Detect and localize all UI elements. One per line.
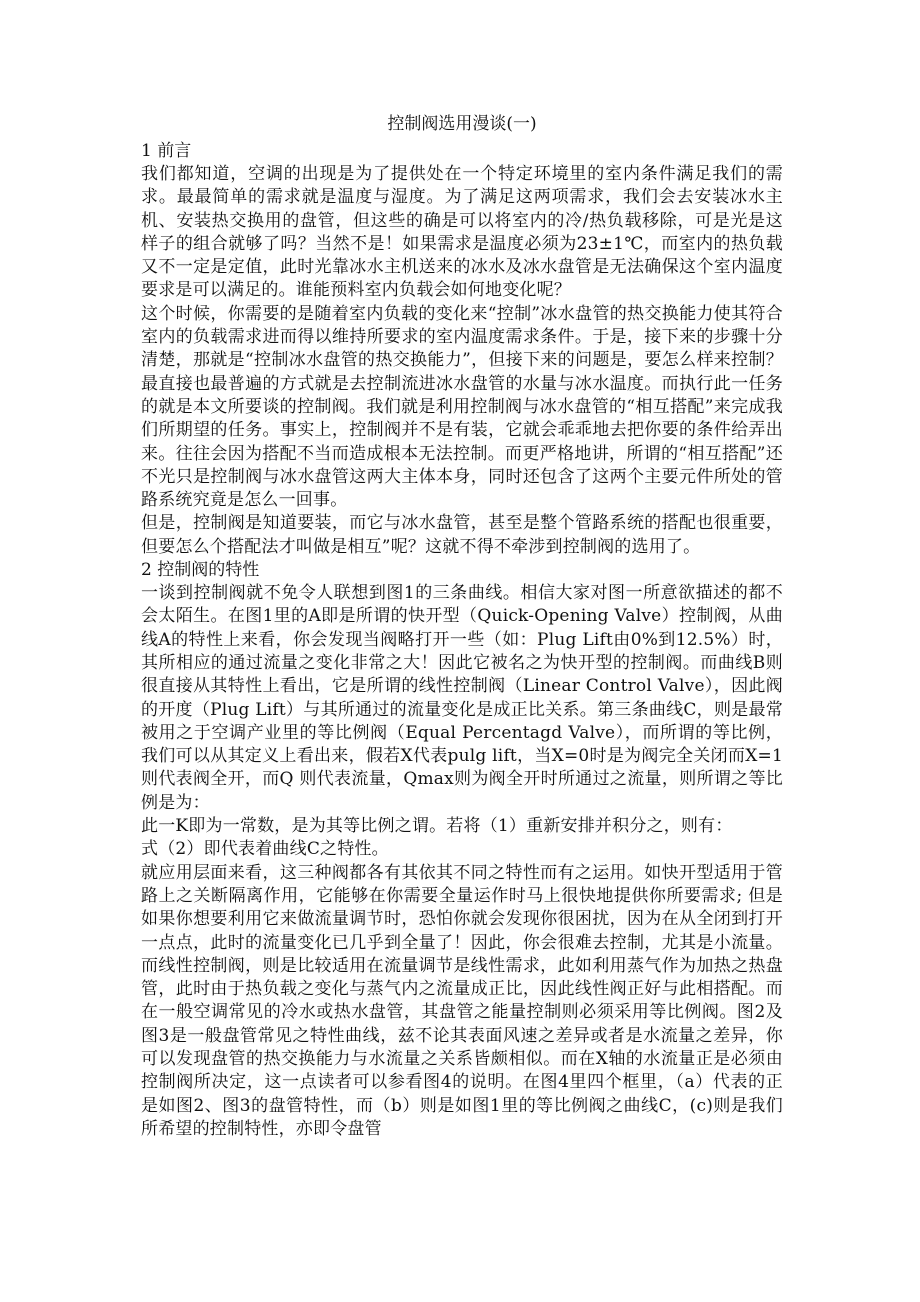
paragraph: 一谈到控制阀就不免令人联想到图1的三条曲线。相信大家对图一所意欲描述的都不会太陌生。在图1里的A即是所谓的快开型（Quick-Opening Valve）控制阀，从曲线A的特性上来看，你会发现当阀略打开一些（如：Plug Lift由0%到12.5%）时，其所相应的通过流量之变化非常之大！因此它被名之为快开型的控制阀。而曲线B则很直接从其特性上看出，它是所谓的线性控制阀（Linear Control Valve），因此阀的开度（Plug Lift）与其所通过的流量变化是成正比关系。第三条曲线C，则是最常被用之于空调产业里的等比例阀（Equal Percentagd Valve），而所谓的等比例，我们可以从其定义上看出来，假若X代表pulg lift，当X=0时是为阀完全关闭而X=1则代表阀全开，而Q 则代表流量，Qmax则为阀全开时所通过之流量，则所谓之等比例是为： <box>141 583 783 813</box>
paragraph: 式（2）即代表着曲线C之特性。 <box>141 839 389 860</box>
section-heading-valve-characteristics: 2 控制阀的特性 <box>141 560 260 581</box>
paragraph: 但是，控制阀是知道要装，而它与冰水盘管，甚至是整个管路系统的搭配也很重要，但要怎么个搭配法才叫做是相互”呢？这就不得不牵涉到控制阀的选用了。 <box>141 513 783 557</box>
paragraph: 我们都知道，空调的出现是为了提供处在一个特定环境里的室内条件满足我们的需求。最最简单的需求就是温度与湿度。为了满足这两项需求，我们会去安装冰水主机、安装热交换用的盘管，但这些的确是可以将室内的冷/热负载移除，可是光是这样子的组合就够了吗？当然不是！如果需求是温度必须为23±1℃，而室内的热负载又不一定是定值，此时光靠冰水主机送来的冰水及冰水盘管是无法确保这个室内温度要求是可以满足的。谁能预料室内负载会如何地变化呢？ <box>141 164 783 301</box>
paragraph: 这个时候，你需要的是随着室内负载的变化来“控制”冰水盘管的热交换能力使其符合室内的负载需求进而得以维持所要求的室内温度需求条件。于是，接下来的步骤十分清楚，那就是“控制冰水盘管的热交换能力”，但接下来的问题是，要怎么样来控制？最直接也最普遍的方式就是去控制流进冰水盘管的水量与冰水温度。而执行此一任务的就是本文所要谈的控制阀。我们就是利用控制阀与冰水盘管的“相互搭配”来完成我们所期望的任务。事实上，控制阀并不是有装，它就会乖乖地去把你要的条件给弄出来。往往会因为搭配不当而造成根本无法控制。而更严格地讲，所谓的“相互搭配”还不光只是控制阀与冰水盘管这两大主体本身，同时还包含了这两个主要元件所处的管路系统究竟是怎么一回事。 <box>141 303 783 511</box>
paragraph: 此一K即为一常数，是为其等比例之谓。若将（1）重新安排并积分之，则有： <box>141 816 733 837</box>
document-title: 控制阀选用漫谈(一) <box>387 114 537 134</box>
section-valve-characteristics <box>141 559 783 1141</box>
document-page <box>141 108 783 1141</box>
paragraph: 就应用层面来看，这三种阀都各有其依其不同之特性而有之运用。如快开型适用于管路上之关断隔离作用，它能够在你需要全量运作时马上很快地提供你所要需求; 但是如果你想要利用它来做流量调节时，恐怕你就会发现你很困扰，因为在从全闭到打开一点点，此时的流量变化已几乎到全量了！因此，你会很难去控制，尤其是小流量。而线性控制阀，则是比较适用在流量调节是线性需求，此如利用蒸气作为加热之热盘管，此时由于热负载之变化与蒸气内之流量成正比，因此线性阀正好与此相搭配。而在一般空调常见的冷水或热水盘管，其盘管之能量控制则必须采用等比例阀。图2及图3是一般盘管常见之特性曲线，兹不论其表面风速之差异或者是水流量之差异，你可以发现盘管的热交换能力与水流量之关系皆颇相似。而在X轴的水流量正是必须由控制阀所决定，这一点读者可以参看图4的说明。在图4里四个框里，（a）代表的正是如图2、图3的盘管特性，而（b）则是如图1里的等比例阀之曲线C，(c)则是我们所希望的控制特性，亦即令盘管 <box>141 862 783 1139</box>
section-intro <box>141 140 783 559</box>
section-heading-intro: 1 前言 <box>141 141 192 161</box>
